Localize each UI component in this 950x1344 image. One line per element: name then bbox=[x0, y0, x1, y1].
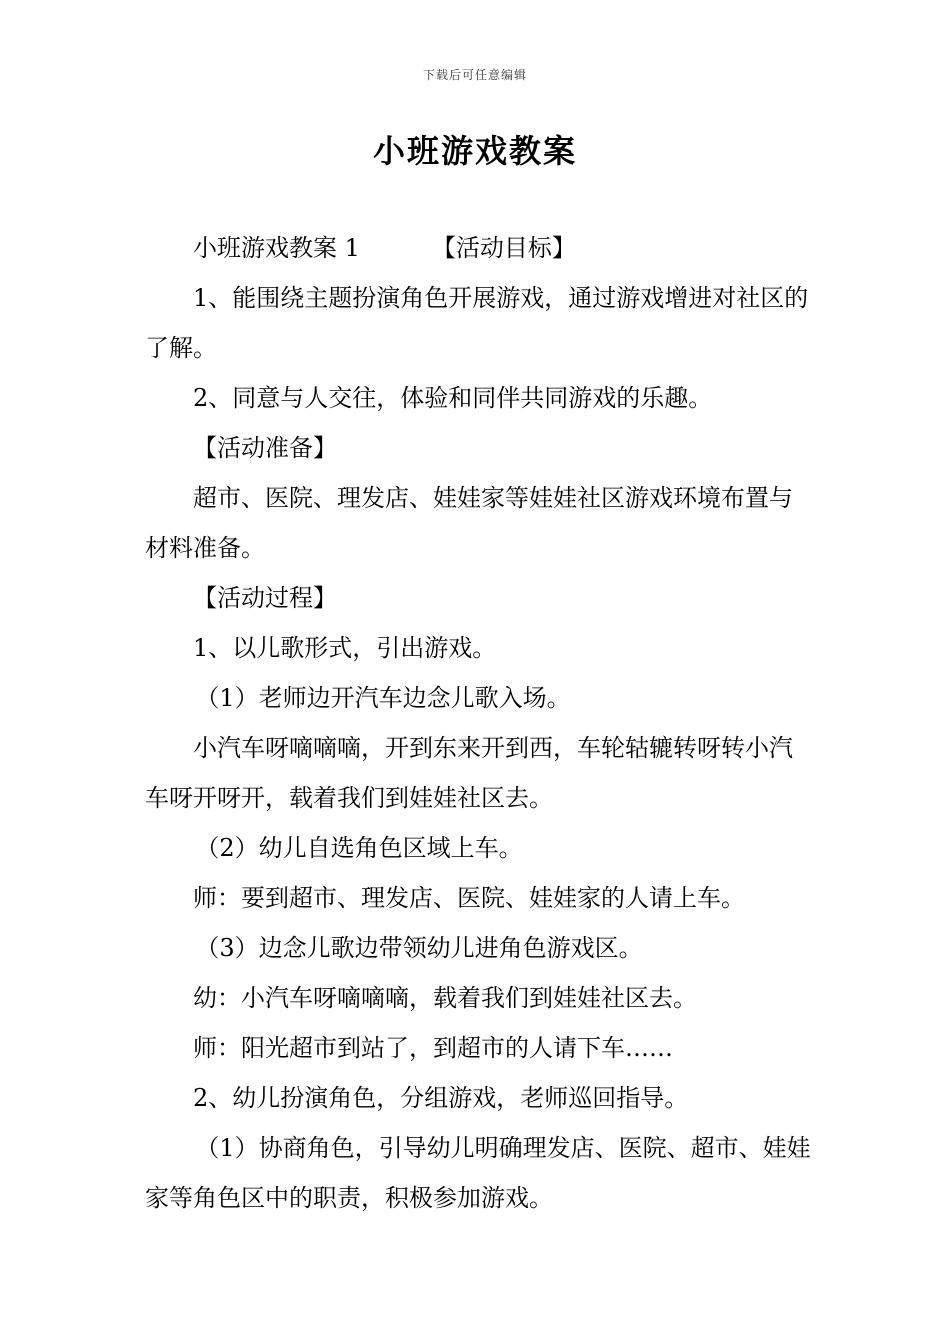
paragraph: 2、幼儿扮演角色，分组游戏，老师巡回指导。 bbox=[193, 1084, 689, 1112]
paragraph: 1、以儿歌形式，引出游戏。 bbox=[193, 634, 497, 662]
paragraph: （1）协商角色，引导幼儿明确理发店、医院、超市、娃娃家等角色区中的职责，积极参加游戏。 bbox=[145, 1134, 811, 1212]
paragraph: 幼：小汽车呀嘀嘀嘀，载着我们到娃娃社区去。 bbox=[193, 984, 697, 1012]
paragraph: （2）幼儿自选角色区域上车。 bbox=[195, 834, 523, 862]
section-heading: 【活动目标】 bbox=[431, 234, 576, 262]
paragraph: 超市、医院、理发店、娃娃家等娃娃社区游戏环境布置与材料准备。 bbox=[145, 484, 793, 562]
paragraph: 小汽车呀嘀嘀嘀，开到东来开到西，车轮轱辘转呀转小汽车呀开呀开，载着我们到娃娃社区去。 bbox=[145, 734, 793, 812]
document-body bbox=[145, 223, 815, 1223]
paragraph: 师：要到超市、理发店、医院、娃娃家的人请上车。 bbox=[193, 884, 745, 912]
paragraph: （3）边念儿歌边带领幼儿进角色游戏区。 bbox=[195, 934, 643, 962]
intro-line bbox=[145, 223, 815, 273]
page-title: 小班游戏教案 bbox=[372, 132, 577, 170]
paragraph: 1、能围绕主题扮演角色开展游戏，通过游戏增进对社区的了解。 bbox=[145, 284, 809, 362]
paragraph: 师：阳光超市到站了，到超市的人请下车…… bbox=[193, 1034, 673, 1062]
paragraph: 2、同意与人交往，体验和同伴共同游戏的乐趣。 bbox=[193, 384, 713, 412]
section-heading: 【活动准备】 bbox=[193, 434, 337, 462]
section-title: 小班游戏教案 1 bbox=[193, 234, 360, 262]
paragraph: （1）老师边开汽车边念儿歌入场。 bbox=[195, 684, 571, 712]
section-heading: 【活动过程】 bbox=[193, 584, 337, 612]
header-note: 下载后可任意编辑 bbox=[422, 68, 527, 82]
